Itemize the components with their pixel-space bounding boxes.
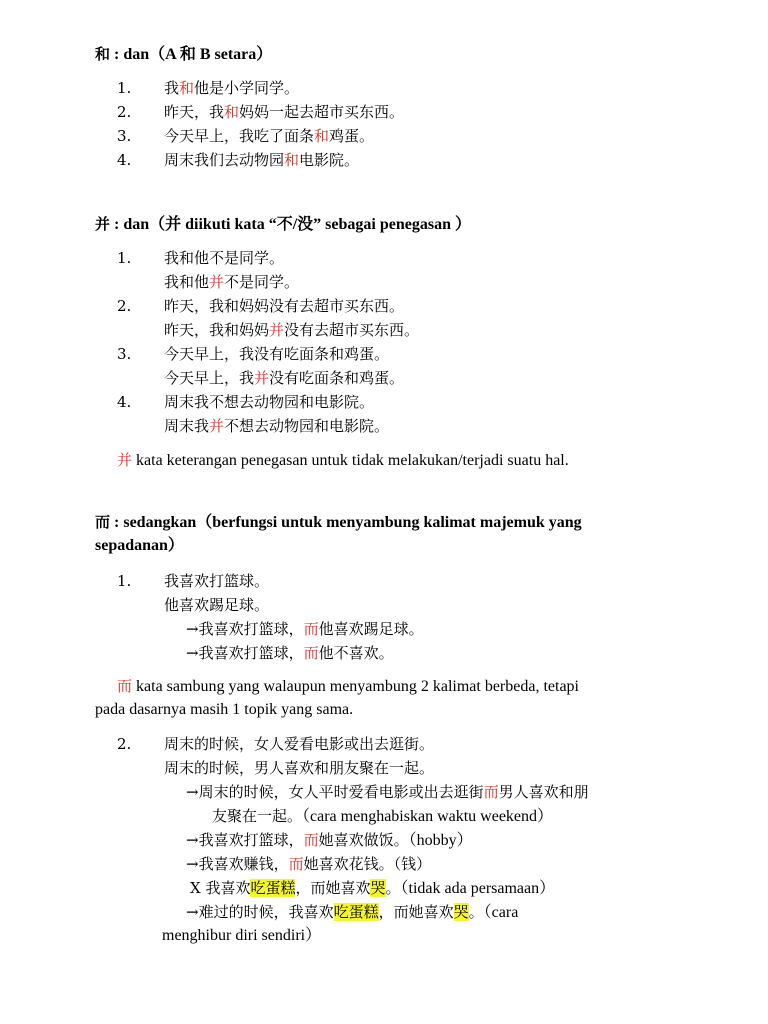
list-item: 我和他是小学同学。 bbox=[164, 79, 300, 97]
list-number: 2. bbox=[117, 735, 132, 753]
list-item: 周末的时候，女人爱看电影或出去逛街。 bbox=[164, 735, 435, 753]
list-number: 4. bbox=[117, 151, 132, 169]
list-item: 我和他不是同学。 bbox=[164, 249, 285, 267]
arrow-example-cont: 友聚在一起。（cara menghabiskan waktu weekend） bbox=[212, 807, 554, 825]
list-number: 1. bbox=[117, 572, 132, 590]
list-item: 我和他并不是同学。 bbox=[164, 273, 300, 291]
arrow-example: →周末的时候，女人平时爱看电影或出去逛街而男人喜欢和朋 bbox=[186, 783, 589, 801]
arrow-icon: → bbox=[186, 855, 199, 873]
heading-char: 和 bbox=[95, 45, 111, 63]
list-item: 我喜欢打篮球。 bbox=[164, 572, 270, 590]
section-heading-er bbox=[95, 512, 582, 533]
arrow-icon: → bbox=[186, 903, 199, 921]
list-item: 周末的时候，男人喜欢和朋友聚在一起。 bbox=[164, 759, 435, 777]
list-item: 周末我不想去动物园和电影院。 bbox=[164, 393, 375, 411]
list-item: 今天早上，我并没有吃面条和鸡蛋。 bbox=[164, 369, 405, 387]
list-number: 1. bbox=[117, 79, 132, 97]
list-item: 周末我们去动物园和电影院。 bbox=[164, 151, 360, 169]
note-er-cont: pada dasarnya masih 1 topik yang sama. bbox=[95, 701, 354, 718]
list-number: 2. bbox=[117, 103, 132, 121]
heading-text: : dan（并 diikuti kata “不/没” sebagai penegasan ） bbox=[110, 216, 471, 233]
heading-text: : sedangkan（berfungsi untuk menyambung kalimat majemuk yang bbox=[110, 514, 582, 531]
list-item: 周末我并不想去动物园和电影院。 bbox=[164, 417, 390, 435]
arrow-icon: → bbox=[186, 644, 199, 662]
arrow-example: →我喜欢打篮球，而他喜欢踢足球。 bbox=[186, 620, 424, 638]
list-item: 今天早上，我没有吃面条和鸡蛋。 bbox=[164, 345, 390, 363]
arrow-example: →我喜欢赚钱，而她喜欢花钱。（钱） bbox=[186, 855, 432, 873]
cross-example: X 我喜欢吃蛋糕，而她喜欢哭。（tidak ada persamaan） bbox=[190, 879, 556, 897]
heading-text: : dan（A 和 B setara） bbox=[110, 46, 273, 63]
list-item: 昨天，我和妈妈一起去超市买东西。 bbox=[164, 103, 405, 121]
arrow-example: →难过的时候，我喜欢吃蛋糕，而她喜欢哭。（cara bbox=[186, 903, 519, 921]
section-heading-bing bbox=[95, 214, 471, 235]
arrow-example-cont: menghibur diri sendiri） bbox=[162, 927, 322, 944]
heading-char: 而 bbox=[95, 513, 111, 531]
list-number: 3. bbox=[117, 345, 132, 363]
arrow-icon: → bbox=[186, 783, 199, 801]
list-item: 他喜欢踢足球。 bbox=[164, 596, 270, 614]
section-heading-er-cont: sepadanan） bbox=[95, 537, 184, 554]
note-er: 而 kata sambung yang walaupun menyambung 2 kalimat berbeda, tetapi bbox=[117, 677, 579, 695]
arrow-icon: → bbox=[186, 620, 199, 638]
arrow-icon: → bbox=[186, 831, 199, 849]
arrow-example: →我喜欢打篮球，而她喜欢做饭。（hobby） bbox=[186, 831, 473, 849]
list-item: 昨天，我和妈妈并没有去超市买东西。 bbox=[164, 321, 420, 339]
list-number: 4. bbox=[117, 393, 132, 411]
section-heading-he bbox=[95, 44, 272, 65]
list-number: 2. bbox=[117, 297, 132, 315]
arrow-example: →我喜欢打篮球，而他不喜欢。 bbox=[186, 644, 394, 662]
list-item: 今天早上，我吃了面条和鸡蛋。 bbox=[164, 127, 375, 145]
note-bing: 并 kata keterangan penegasan untuk tidak melakukan/terjadi suatu hal. bbox=[117, 451, 569, 469]
heading-char: 并 bbox=[95, 215, 111, 233]
list-item: 昨天，我和妈妈没有去超市买东西。 bbox=[164, 297, 405, 315]
list-number: 1. bbox=[117, 249, 132, 267]
list-number: 3. bbox=[117, 127, 132, 145]
